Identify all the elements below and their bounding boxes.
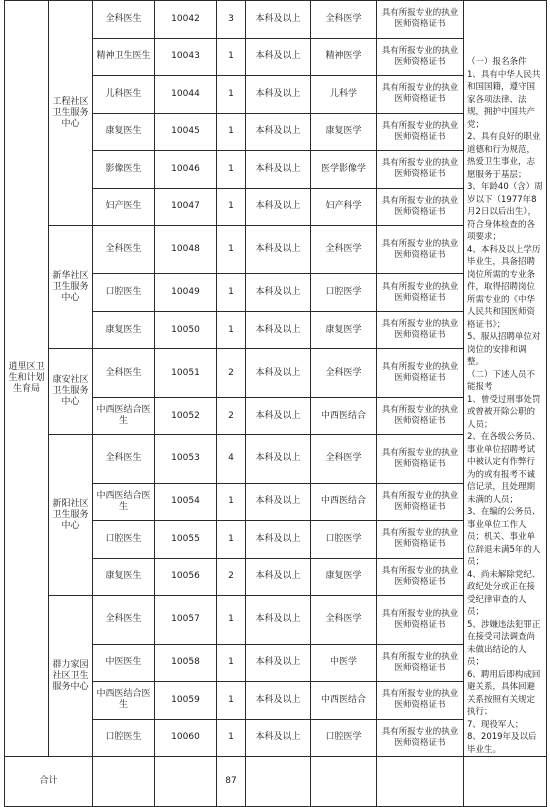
major-cell: 全科医学: [311, 1, 377, 39]
code-cell: 10057: [155, 596, 217, 644]
cert-cell: 具有所报专业的执业医师资格证书: [377, 113, 464, 151]
post-cell: 康复医生: [93, 311, 155, 349]
cert-cell: 具有所报专业的执业医师资格证书: [377, 151, 464, 189]
note-line: 6、聘用后即构成回避关系，具体回避关系按照有关规定执行；: [467, 669, 541, 717]
table-row: [5, 1, 547, 39]
unit-name-cell: 新华社区卫生服务中心: [49, 226, 93, 349]
post-cell: 中西医结合医生: [93, 483, 155, 521]
education-cell: 本科及以上: [246, 596, 311, 644]
education-cell: 本科及以上: [246, 682, 311, 720]
empty-cell: [93, 757, 155, 807]
education-cell: 本科及以上: [246, 644, 311, 682]
code-cell: 10050: [155, 311, 217, 349]
cert-cell: 具有所报专业的执业医师资格证书: [377, 596, 464, 644]
post-cell: 全科医生: [93, 349, 155, 397]
major-cell: 口腔医学: [311, 719, 377, 757]
cert-cell: 具有所报专业的执业医师资格证书: [377, 349, 464, 397]
count-cell: 1: [217, 719, 246, 757]
education-cell: 本科及以上: [246, 226, 311, 274]
post-cell: 中西医结合医生: [93, 682, 155, 720]
education-cell: 本科及以上: [246, 349, 311, 397]
empty-cell: [464, 757, 547, 807]
major-cell: 妇产科学: [311, 188, 377, 226]
cert-cell: 具有所报专业的执业医师资格证书: [377, 226, 464, 274]
cert-cell: 具有所报专业的执业医师资格证书: [377, 682, 464, 720]
empty-cell: [311, 757, 377, 807]
table-body: [5, 1, 547, 807]
code-cell: 10058: [155, 644, 217, 682]
cert-cell: 具有所报专业的执业医师资格证书: [377, 274, 464, 312]
major-cell: 中医学: [311, 644, 377, 682]
count-cell: 1: [217, 188, 246, 226]
education-cell: 本科及以上: [246, 719, 311, 757]
count-cell: 4: [217, 435, 246, 483]
count-cell: 2: [217, 349, 246, 397]
post-cell: 口腔医生: [93, 521, 155, 559]
note-line: 2、在各级公务员、事业单位招聘考试中被认定有作弊行为的或有报考不诚信记录，且处理期未满的人员；: [467, 432, 541, 505]
code-cell: 10060: [155, 719, 217, 757]
code-cell: 10052: [155, 397, 217, 435]
cert-cell: 具有所报专业的执业医师资格证书: [377, 188, 464, 226]
note-line: 3、在编的公务员、事业单位工作人员；机关、事业单位辞退未满5年的人员；: [467, 507, 541, 567]
major-cell: 中西医结合: [311, 483, 377, 521]
note-line: 1、具有中华人民共和国国籍，遵守国家各项法律、法规，拥护中国共产党；: [467, 69, 541, 130]
unit-name-cell: 新阳社区卫生服务中心: [49, 435, 93, 596]
education-cell: 本科及以上: [246, 311, 311, 349]
education-cell: 本科及以上: [246, 521, 311, 559]
code-cell: 10048: [155, 226, 217, 274]
count-cell: 1: [217, 311, 246, 349]
education-cell: 本科及以上: [246, 113, 311, 151]
notes-cell: [464, 1, 547, 757]
post-cell: 影像医生: [93, 151, 155, 189]
major-cell: 全科医学: [311, 226, 377, 274]
cert-cell: 具有所报专业的执业医师资格证书: [377, 311, 464, 349]
unit-name-cell: 工程社区卫生服务中心: [49, 1, 93, 226]
education-cell: 本科及以上: [246, 483, 311, 521]
note-line: 5、涉嫌违法犯罪正在接受司法调查尚未做出结论的人员；: [467, 619, 541, 667]
cert-cell: 具有所报专业的执业医师资格证书: [377, 38, 464, 76]
code-cell: 10047: [155, 188, 217, 226]
cert-cell: 具有所报专业的执业医师资格证书: [377, 483, 464, 521]
cert-cell: 具有所报专业的执业医师资格证书: [377, 435, 464, 483]
count-cell: 1: [217, 38, 246, 76]
count-cell: 1: [217, 226, 246, 274]
total-label: 合计: [5, 757, 93, 807]
note-line: 7、现役军人；: [467, 719, 524, 730]
count-cell: 1: [217, 596, 246, 644]
code-cell: 10059: [155, 682, 217, 720]
post-cell: 口腔医生: [93, 719, 155, 757]
education-cell: 本科及以上: [246, 151, 311, 189]
note-line: 4、本科及以上学历毕业生，具备招聘岗位所需的专业条件，取得招聘岗位所需专业的《中华人民共和国医师资格证书》；: [467, 244, 541, 330]
major-cell: 康复医学: [311, 311, 377, 349]
total-count: 87: [217, 757, 246, 807]
education-cell: 本科及以上: [246, 188, 311, 226]
education-cell: 本科及以上: [246, 1, 311, 39]
major-cell: 康复医学: [311, 558, 377, 596]
note-line: 5、服从招聘单位对岗位的安排和调整。: [467, 332, 541, 367]
count-cell: 1: [217, 113, 246, 151]
code-cell: 10049: [155, 274, 217, 312]
code-cell: 10043: [155, 38, 217, 76]
code-cell: 10051: [155, 349, 217, 397]
cert-cell: 具有所报专业的执业医师资格证书: [377, 1, 464, 39]
major-cell: 康复医学: [311, 113, 377, 151]
major-cell: 医学影像学: [311, 151, 377, 189]
empty-cell: [246, 757, 311, 807]
unit-name-cell: 群力家园社区卫生服务中心: [49, 596, 93, 757]
post-cell: 康复医生: [93, 113, 155, 151]
note-line: 8、2019年及以后毕业生。: [467, 732, 537, 755]
code-cell: 10056: [155, 558, 217, 596]
cert-cell: 具有所报专业的执业医师资格证书: [377, 521, 464, 559]
note-line: （二）下述人员不能报考: [467, 369, 536, 392]
cert-cell: 具有所报专业的执业医师资格证书: [377, 76, 464, 114]
code-cell: 10054: [155, 483, 217, 521]
major-cell: 全科医学: [311, 435, 377, 483]
major-cell: 中西医结合: [311, 397, 377, 435]
empty-cell: [155, 757, 217, 807]
post-cell: 儿科医生: [93, 76, 155, 114]
count-cell: 2: [217, 558, 246, 596]
education-cell: 本科及以上: [246, 435, 311, 483]
education-cell: 本科及以上: [246, 76, 311, 114]
major-cell: 口腔医学: [311, 521, 377, 559]
count-cell: 1: [217, 483, 246, 521]
post-cell: 妇产医生: [93, 188, 155, 226]
post-cell: 全科医生: [93, 226, 155, 274]
education-cell: 本科及以上: [246, 558, 311, 596]
count-cell: 1: [217, 682, 246, 720]
count-cell: 1: [217, 521, 246, 559]
education-cell: 本科及以上: [246, 38, 311, 76]
cert-cell: 具有所报专业的执业医师资格证书: [377, 644, 464, 682]
empty-cell: [377, 757, 464, 807]
cert-cell: 具有所报专业的执业医师资格证书: [377, 719, 464, 757]
note-line: 4、尚未解除党纪、政纪处分或正在接受纪律审查的人员；: [467, 569, 541, 617]
note-line: 3、年龄40（含）周岁以下（1977年8月2日以后出生），符合身体检查的各项要求；: [467, 182, 543, 242]
cert-cell: 具有所报专业的执业医师资格证书: [377, 558, 464, 596]
unit-name-cell: 康安社区卫生服务中心: [49, 349, 93, 435]
recruitment-table: [4, 0, 547, 807]
count-cell: 1: [217, 644, 246, 682]
code-cell: 10045: [155, 113, 217, 151]
major-cell: 全科医学: [311, 349, 377, 397]
post-cell: 全科医生: [93, 1, 155, 39]
note-line: 2、具有良好的职业道德和行为规范，热爱卫生事业，志愿服务于基层；: [467, 132, 541, 180]
count-cell: 1: [217, 151, 246, 189]
post-cell: 全科医生: [93, 596, 155, 644]
education-cell: 本科及以上: [246, 397, 311, 435]
post-cell: 康复医生: [93, 558, 155, 596]
cert-cell: 具有所报专业的执业医师资格证书: [377, 397, 464, 435]
code-cell: 10055: [155, 521, 217, 559]
post-cell: 精神卫生医生: [93, 38, 155, 76]
code-cell: 10046: [155, 151, 217, 189]
major-cell: 口腔医学: [311, 274, 377, 312]
post-cell: 全科医生: [93, 435, 155, 483]
code-cell: 10044: [155, 76, 217, 114]
total-row: [5, 757, 547, 807]
major-cell: 精神医学: [311, 38, 377, 76]
district-cell: 逍里区卫生和计划生育局: [5, 1, 49, 757]
count-cell: 3: [217, 1, 246, 39]
code-cell: 10042: [155, 1, 217, 39]
code-cell: 10053: [155, 435, 217, 483]
education-cell: 本科及以上: [246, 274, 311, 312]
count-cell: 2: [217, 397, 246, 435]
count-cell: 1: [217, 76, 246, 114]
major-cell: 中西医结合: [311, 682, 377, 720]
count-cell: 1: [217, 274, 246, 312]
post-cell: 中西医结合医生: [93, 397, 155, 435]
post-cell: 中医医生: [93, 644, 155, 682]
post-cell: 口腔医生: [93, 274, 155, 312]
note-line: 1、曾受过刑事处罚或曾被开除公职的人员；: [467, 394, 541, 430]
note-line: （一）报名条件: [467, 57, 527, 67]
major-cell: 全科医学: [311, 596, 377, 644]
major-cell: 儿科学: [311, 76, 377, 114]
